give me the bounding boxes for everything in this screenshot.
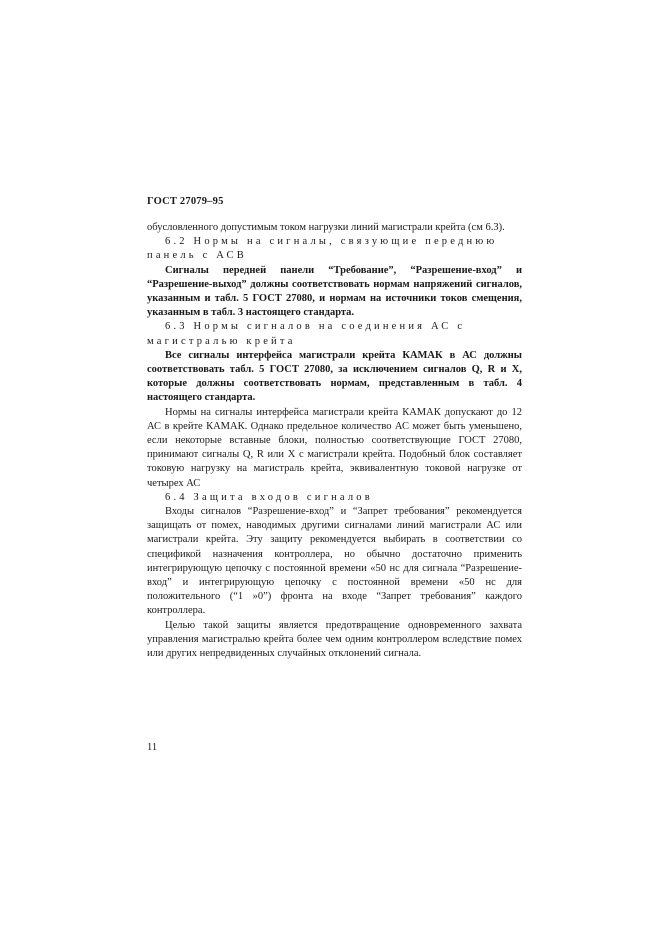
paragraph-camac-signals: Все сигналы интерфейса магистрали крейта КАМАК в АС должны соответствовать табл. 5 ГОСТ 27080, за исключением сигналов Q, R и X, которые должны соответствовать нормам, представленным в табл. 4 настоящего стандарта. xyxy=(147,349,522,404)
document-page xyxy=(147,196,522,661)
section-heading-6-2: 6.2 Нормы на сигналы, связующие переднюю панель с АСВ xyxy=(147,236,498,262)
paragraph-protection-purpose: Целью такой защиты является предотвращение одновременного захвата управления магистралью крейта более чем одним контроллером вследствие помех или других непредвиденных случайных отклонений сигнала. xyxy=(147,619,522,660)
paragraph-norms: Нормы на сигналы интерфейса магистрали крейта КАМАК допускают до 12 АС в крейте КАМАК. Однако предельное количество АС может быть уменьшено, если некоторые вставные блоки, полностью соответствующие ГОСТ 27080, принимают сигналы Q, R или X с магистрали крейта. Подобный блок составляет токовую нагрузку на магистраль крейта, эквивалентную токовой нагрузке от четырех АС xyxy=(147,406,522,489)
paragraph-continuation: обусловленного допустимым током нагрузки линий магистрали крейта (см 6.3). xyxy=(147,222,505,233)
page-number: 11 xyxy=(147,742,158,753)
document-header: ГОСТ 27079–95 xyxy=(147,196,224,207)
document-body xyxy=(147,221,522,661)
section-heading-6-4: 6.4 Защита входов сигналов xyxy=(165,491,373,503)
section-heading-6-3: 6.3 Нормы сигналов на соединения АС с магистралью крейта xyxy=(147,321,466,347)
paragraph-input-protection: Входы сигналов “Разрешение-вход” и “Запрет требования” рекомендуется защищать от помех, наводимых другими сигналами линий магистрали АС или магистрали крейта. Эту защиту рекомендуется выбирать в соответствии со спецификой назначения контроллера, но обычно достаточно применить интегрирующую цепочку с постоянной времени «50 нс для сигнала “Разрешение-вход” и интегрирующую цепочку с постоянной времени «50 нс для положительного (“1 »0”) фронта на входе “Запрет требования” каждого контроллера. xyxy=(147,506,522,617)
paragraph-front-panel-signals: Сигналы передней панели “Требование”, “Разрешение-вход” и “Разрешение-выход” должны соответствовать нормам напряжений сигналов, указанным и табл. 5 ГОСТ 27080, и нормам на источники токов смещения, указанным в табл. 3 настоящего стандарта. xyxy=(147,264,522,319)
